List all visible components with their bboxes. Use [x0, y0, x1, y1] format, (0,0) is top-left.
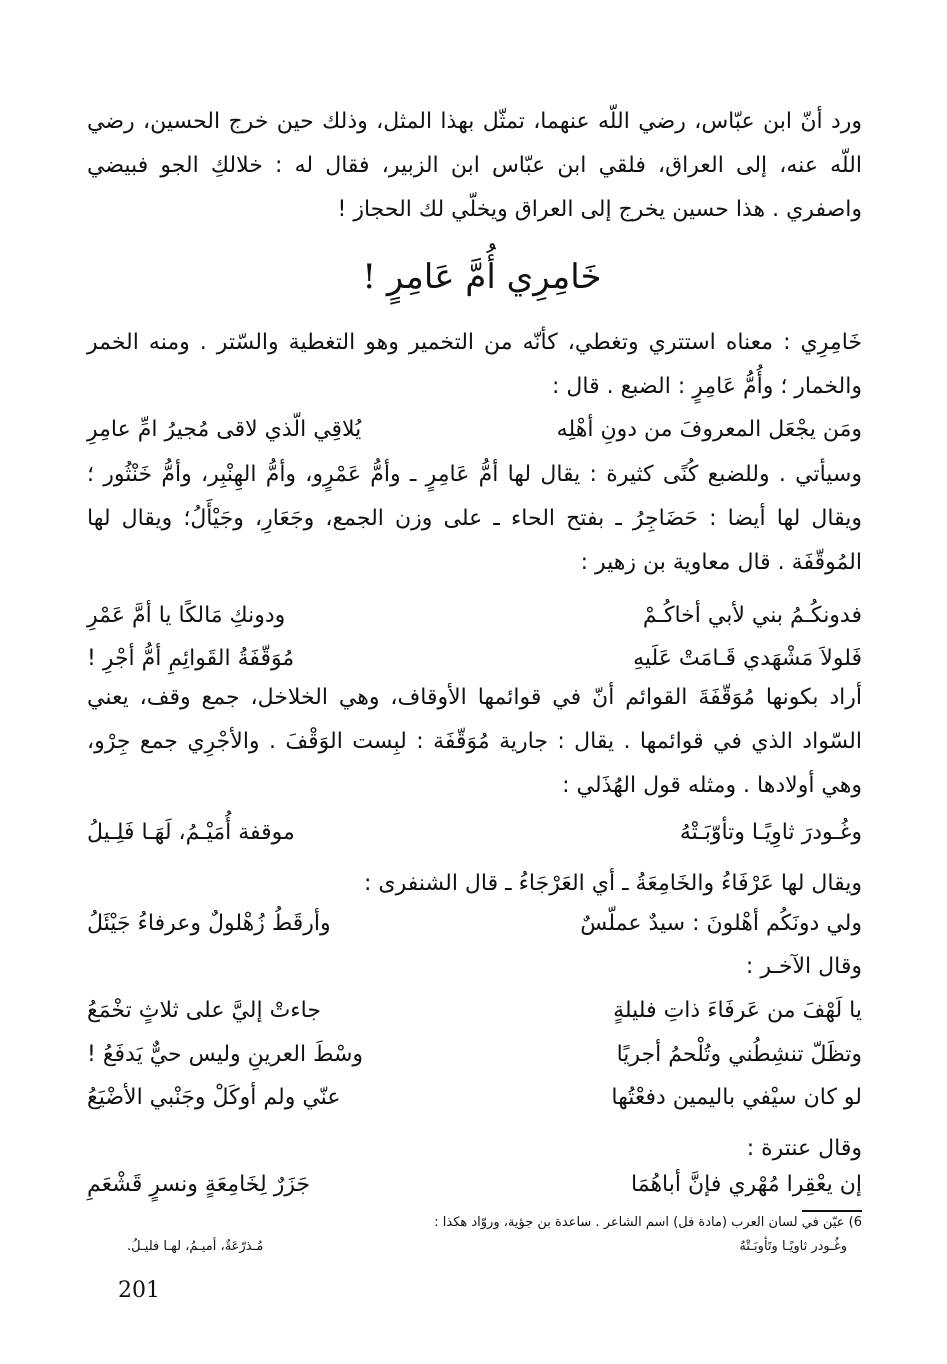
paragraph-antara-intro: وقال عنترة : [746, 1136, 862, 1161]
verse-line-9 [87, 1164, 862, 1206]
footnote-verse-second-hemistich: مُـذرّعَةٌ، أميـمُ، لهـا فليـلُ. [127, 1239, 264, 1254]
verse-line-8-first-hemistich: لو كان سيْفي باليمين دفعْتُها [611, 1085, 862, 1110]
footnote-separator [802, 1210, 862, 1212]
paragraph-explanation: أراد بكونها مُوَقّفَةَ القوائم أنّ في قوائمها الأوقاف، وهي الخلاخل، جمع وقف، يعني السّواد الذي في قوائمها . يقال : جارية مُوَقّفَة : لبِست الوَقْفَ . والأجْرِي جمع جِرْو، وهي أولادها . ومثله قول الهُذَلي : [87, 685, 862, 798]
paragraph-opening: ورد أنّ ابن عبّاس، رضي اللّه عنهما، تمثّل بهذا المثل، وذلك حين خرج الحسين، رضي اللّه عنه، إلى العراق، فلقي ابن عبّاس ابن الزبير، فقال له : خلالكِ الجو فبيضي واصفري . هذا حسين يخرج إلى العراق ويخلّي لك الحجاز ! [87, 109, 862, 222]
section-heading: خَامِرِي أُمَّ عَامِرٍ ! [362, 257, 602, 297]
verse-line-5-first-hemistich: ولي دونَكُم أهْلونَ : سيدٌ عملّسٌ [580, 911, 862, 936]
paragraph-shanfara-intro: ويقال لها عَرْفَاءُ والخَامِعَةُ ـ أي العَرْجَاءُ ـ قال الشنفرى : [363, 871, 862, 896]
paragraph-definition: خَامِرِي : معناه استتري وتغطي، كأنّه من التخمير وهو التغطية والسّتر . ومنه الخمر والخمار ؛ وأُمُّ عَامِرٍ : الضبع . قال : [87, 330, 862, 399]
verse-line-1 [87, 409, 862, 451]
verse-line-3 [87, 638, 862, 680]
verse-line-5-second-hemistich: وأرقَطُ زُهْلولٌ وعرفاءُ جَيْئَلُ [87, 911, 331, 936]
verse-line-1-second-hemistich: يُلاقِي الّذي لاقى مُجيرُ امِّ عامِرِ [87, 417, 362, 442]
verse-line-4 [87, 812, 862, 854]
verse-line-6 [87, 990, 862, 1032]
page-number: 201 [118, 1278, 160, 1303]
verse-line-7 [87, 1034, 862, 1076]
verse-line-1-first-hemistich: ومَن يجْعَل المعروفَ من دونِ أهْلِه [556, 417, 862, 442]
verse-line-4-first-hemistich: وغُـودرَ ثاوِيًـا وتأوّبَـتْهُ [679, 820, 862, 845]
verse-line-4-second-hemistich: موقفة أُمَيْـمُ، لَهَـا فَلِـيلُ [87, 820, 295, 845]
footnote: 6) عيّن في لسان العرب (مادة فل) اسم الشاعر . ساعدة بن جؤية، وروّاد هكذا : [434, 1215, 862, 1230]
footnote-verse-first-hemistich: وغُـودر ثاويًـا وتَأوبَـتْهُ [739, 1239, 847, 1254]
verse-line-2 [87, 595, 862, 637]
paragraph-hyena-names: وسيأتي . وللضبع كُنًى كثيرة : يقال لها أمُّ عَامِرٍ ـ وأمُّ عَمْرٍو، وأمُّ الهِنْبِر، وأمُّ خَنْثُور ؛ ويقال لها أيضا : حَضَاجِرُ ـ بفتح الحاء ـ على وزن الجمع، وجَعَارِ، وجَيْأَلُ؛ ويقال لها المُوقّفَة . قال معاوية بن زهير : [87, 462, 862, 575]
verse-line-5 [87, 903, 862, 945]
verse-line-6-first-hemistich: يا لَهْفَ من عَرفَاءَ ذاتِ فليلةٍ [613, 998, 862, 1023]
verse-line-3-second-hemistich: مُوَقّفَةُ القَوائِمِ أمُّ أجْرِ ! [87, 646, 295, 671]
verse-line-7-second-hemistich: وسْطَ العرينِ وليس حيٌّ يَدفَعُ ! [87, 1042, 364, 1067]
paragraph-another-poet: وقال الآخـر : [745, 954, 862, 979]
verse-line-2-second-hemistich: ودونكِ مَالكًا يا أمَّ عَمْرِ [87, 603, 286, 628]
verse-line-8-second-hemistich: عنّي ولم أوكَلْ وجَنْبي الأضْيَعُ [87, 1085, 341, 1110]
verse-line-2-first-hemistich: فدونكُـمُ بني لأبي أخاكُـمْ [642, 603, 862, 628]
verse-line-3-first-hemistich: فَلولاَ مَشْهَدي قَـامَتْ عَلَيهِ [633, 646, 862, 671]
verse-line-6-second-hemistich: جاءتْ إليَّ على ثلاثٍ تخْمَعُ [87, 998, 321, 1023]
verse-line-9-second-hemistich: جَزَرٌ لِخَامِعَةٍ ونسرٍ قَشْعَمِ [87, 1172, 311, 1197]
footnote-verse [127, 1238, 847, 1256]
verse-line-9-first-hemistich: إن يعْقِرا مُهْري فإنَّ أباهُمَا [631, 1172, 862, 1197]
verse-line-8 [87, 1077, 862, 1119]
verse-line-7-first-hemistich: وتظَلّ تنشِطُني وتُلْحمُ أجريًا [616, 1042, 862, 1067]
